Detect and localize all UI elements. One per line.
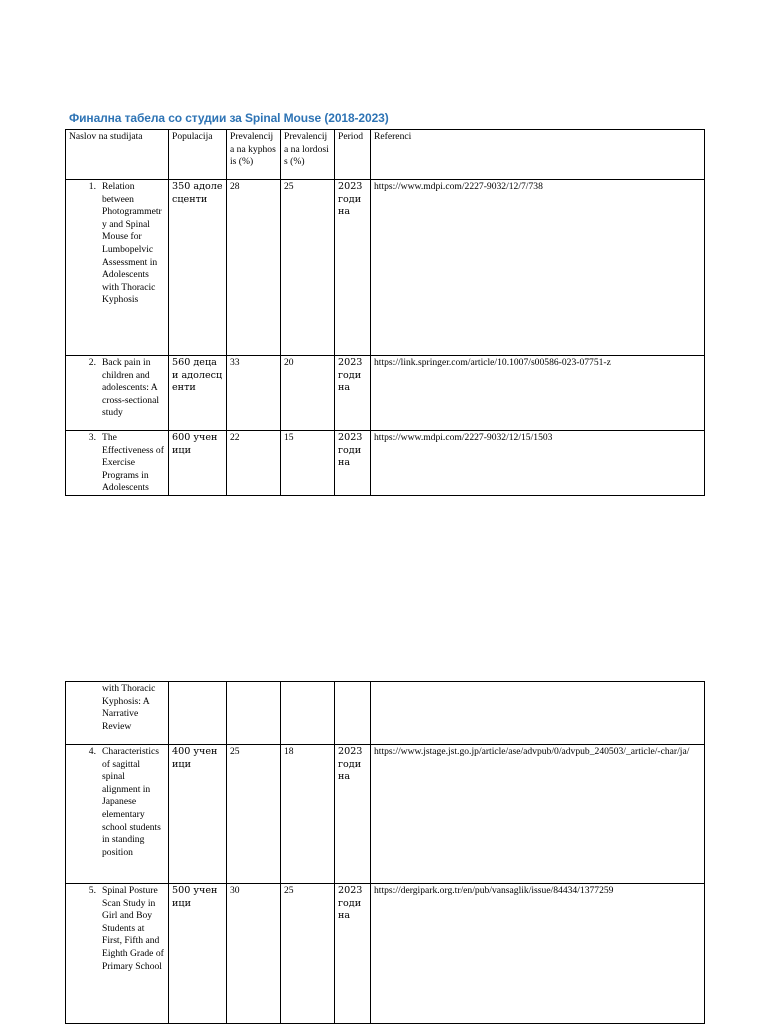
study-title-cell bbox=[66, 180, 169, 356]
reference-link[interactable]: https://www.mdpi.com/2227-9032/12/15/1503 bbox=[371, 431, 705, 496]
study-title-cell bbox=[66, 682, 169, 745]
study-title: Spinal Posture Scan Study in Girl and Boy Students at First, Fifth and Eighth Grade of Primary School bbox=[102, 885, 164, 972]
period-cell: 2023 година bbox=[335, 745, 371, 884]
header-title: Naslov na studijata bbox=[66, 130, 169, 180]
row-number: 2. bbox=[88, 357, 96, 368]
study-title-cell bbox=[66, 356, 169, 431]
table-row bbox=[66, 356, 705, 431]
population-cell: 400 ученици bbox=[169, 745, 227, 884]
header-lordosis: Prevalencija na lordosis (%) bbox=[281, 130, 335, 180]
population-cell: 500 ученици bbox=[169, 884, 227, 1024]
lordosis-cell: 18 bbox=[281, 745, 335, 884]
table-row bbox=[66, 745, 705, 884]
studies-table-continued bbox=[65, 681, 705, 1024]
reference-link[interactable]: https://link.springer.com/article/10.1007/s00586-023-07751-z bbox=[371, 356, 705, 431]
study-title: Characteristics of sagittal spinal alignment in Japanese elementary school students in standing position bbox=[102, 746, 161, 858]
lordosis-cell: 25 bbox=[281, 884, 335, 1024]
studies-table bbox=[65, 129, 705, 496]
period-cell: 2023 година bbox=[335, 431, 371, 496]
reference-link[interactable]: https://dergipark.org.tr/en/pub/vansaglik/issue/84434/1377259 bbox=[371, 884, 705, 1024]
table-row bbox=[66, 180, 705, 356]
period-cell: 2023 година bbox=[335, 884, 371, 1024]
study-title: The Effectiveness of Exercise Programs in Adolescents bbox=[102, 432, 164, 494]
empty-cell bbox=[335, 682, 371, 745]
kyphosis-cell: 30 bbox=[227, 884, 281, 1024]
study-title-cell bbox=[66, 431, 169, 496]
kyphosis-cell: 33 bbox=[227, 356, 281, 431]
empty-cell bbox=[371, 682, 705, 745]
study-title: Back pain in children and adolescents: A cross-sectional study bbox=[102, 357, 160, 419]
header-kyphosis: Prevalencija na kyphosis (%) bbox=[227, 130, 281, 180]
table-header-row bbox=[66, 130, 705, 180]
lordosis-cell: 20 bbox=[281, 356, 335, 431]
population-cell: 350 адолесценти bbox=[169, 180, 227, 356]
reference-link[interactable]: https://www.jstage.jst.go.jp/article/ase/advpub/0/advpub_240503/_article/-char/ja/ bbox=[371, 745, 705, 884]
lordosis-cell: 25 bbox=[281, 180, 335, 356]
population-cell: 560 деца и адолесценти bbox=[169, 356, 227, 431]
empty-cell bbox=[227, 682, 281, 745]
population-cell: 600 ученици bbox=[169, 431, 227, 496]
row-number: 1. bbox=[88, 181, 96, 192]
lordosis-cell: 15 bbox=[281, 431, 335, 496]
empty-cell bbox=[169, 682, 227, 745]
row-number: 5. bbox=[88, 885, 96, 896]
table-row bbox=[66, 884, 705, 1024]
row-number: 4. bbox=[88, 746, 96, 757]
table-row bbox=[66, 431, 705, 496]
empty-cell bbox=[281, 682, 335, 745]
study-title-continued: with Thoracic Kyphosis: A Narrative Review bbox=[102, 683, 156, 732]
period-cell: 2023 година bbox=[335, 356, 371, 431]
reference-link[interactable]: https://www.mdpi.com/2227-9032/12/7/738 bbox=[371, 180, 705, 356]
document-title: Финална табела со студии за Spinal Mouse (2018-2023) bbox=[69, 111, 389, 125]
study-title: Relation between Photogrammetry and Spinal Mouse for Lumbopelvic Assessment in Adolescents with Thoracic Kyphosis bbox=[102, 181, 162, 306]
period-cell: 2023 година bbox=[335, 180, 371, 356]
study-title-cell bbox=[66, 745, 169, 884]
row-number: 3. bbox=[88, 432, 96, 443]
header-population: Populacija bbox=[169, 130, 227, 180]
kyphosis-cell: 25 bbox=[227, 745, 281, 884]
header-period: Period bbox=[335, 130, 371, 180]
table-row-continued bbox=[66, 682, 705, 745]
study-title-cell bbox=[66, 884, 169, 1024]
kyphosis-cell: 22 bbox=[227, 431, 281, 496]
kyphosis-cell: 28 bbox=[227, 180, 281, 356]
header-references: Referenci bbox=[371, 130, 705, 180]
